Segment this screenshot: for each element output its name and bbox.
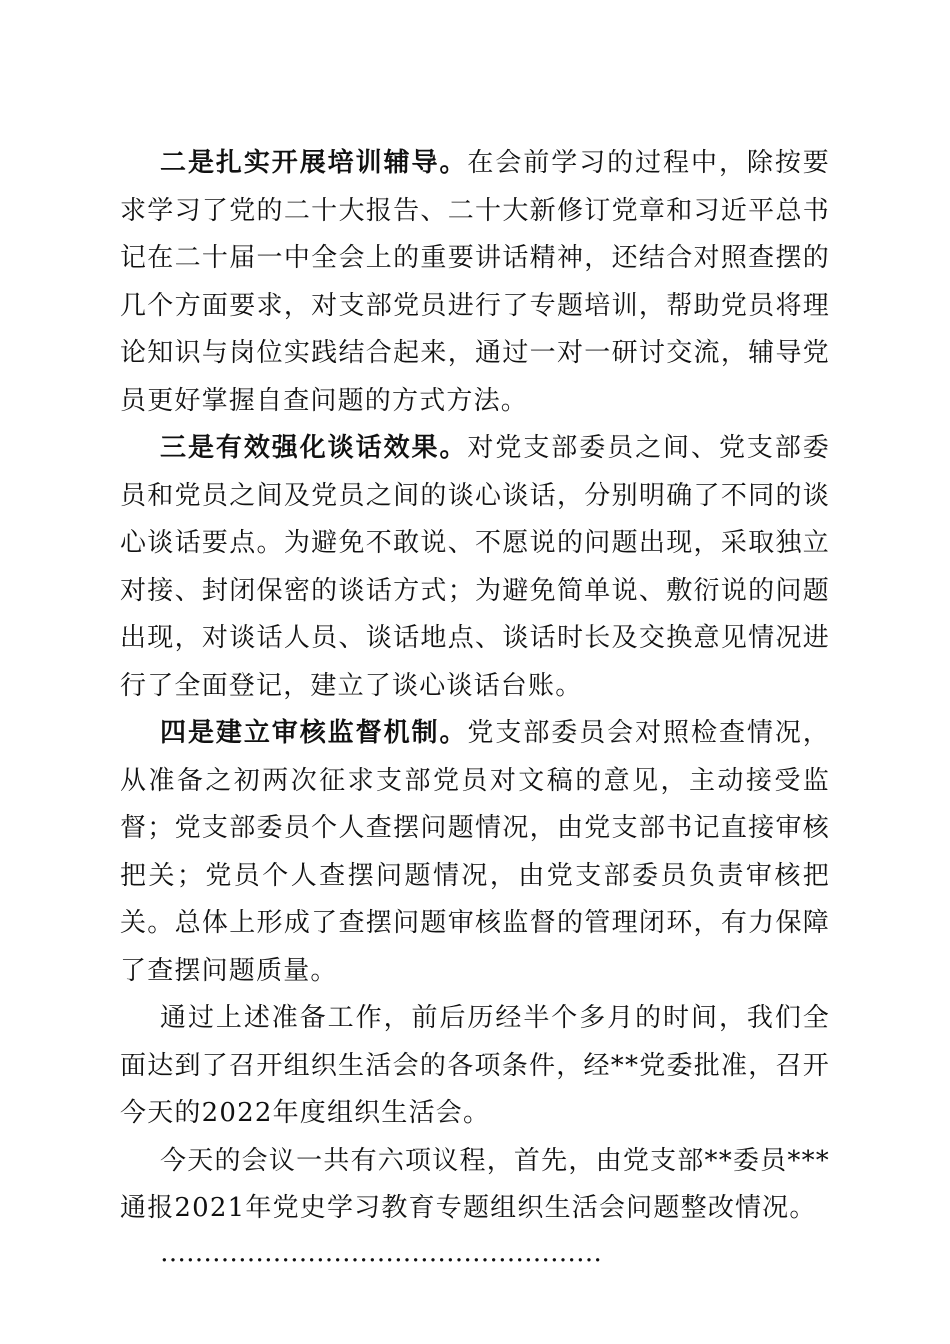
paragraph-agenda (120, 1138, 830, 1233)
paragraph-talks (120, 425, 830, 710)
paragraph-lead: 四是建立审核监督机制。 (160, 718, 468, 748)
paragraph-body: 党支部委员会对照检查情况，从准备之初两次征求支部党员对文稿的意见，主动接受监督；党支部委员个人查摆问题情况，由党支部书记直接审核把关；党员个人查摆问题情况，由党支部委员负责审核把关。总体上形成了查摆问题审核监督的管理闭环，有力保障了查摆问题质量。 (120, 718, 830, 986)
ellipsis-line: …………………………………………… (160, 1237, 602, 1268)
paragraph-body: 通过上述准备工作，前后历经半个多月的时间，我们全面达到了召开组织生活会的各项条件，经**党委批准，召开今天的2022年度组织生活会。 (120, 1003, 830, 1128)
paragraph-audit (120, 710, 830, 995)
document-page (120, 140, 830, 1273)
paragraph-lead: 三是有效强化谈话效果。 (160, 433, 468, 463)
paragraph-body: 今天的会议一共有六项议程，首先，由党支部**委员***通报2021年党史学习教育专题组织生活会问题整改情况。 (120, 1145, 830, 1223)
paragraph-lead: 二是扎实开展培训辅导。 (160, 148, 468, 178)
paragraph-body: 在会前学习的过程中，除按要求学习了党的二十大报告、二十大新修订党章和习近平总书记在二十届一中全会上的重要讲话精神，还结合对照查摆的几个方面要求，对支部党员进行了专题培训，帮助党员将理论知识与岗位实践结合起来，通过一对一研讨交流，辅导党员更好掌握自查问题的方式方法。 (120, 148, 830, 416)
paragraph-body: 对党支部委员之间、党支部委员和党员之间及党员之间的谈心谈话，分别明确了不同的谈心谈话要点。为避免不敢说、不愿说的问题出现，采取独立对接、封闭保密的谈话方式；为避免简单说、敷衍说的问题出现，对谈话人员、谈话地点、谈话时长及交换意见情况进行了全面登记，建立了谈心谈话台账。 (120, 433, 830, 701)
paragraph-training (120, 140, 830, 425)
paragraph-summary (120, 995, 830, 1138)
